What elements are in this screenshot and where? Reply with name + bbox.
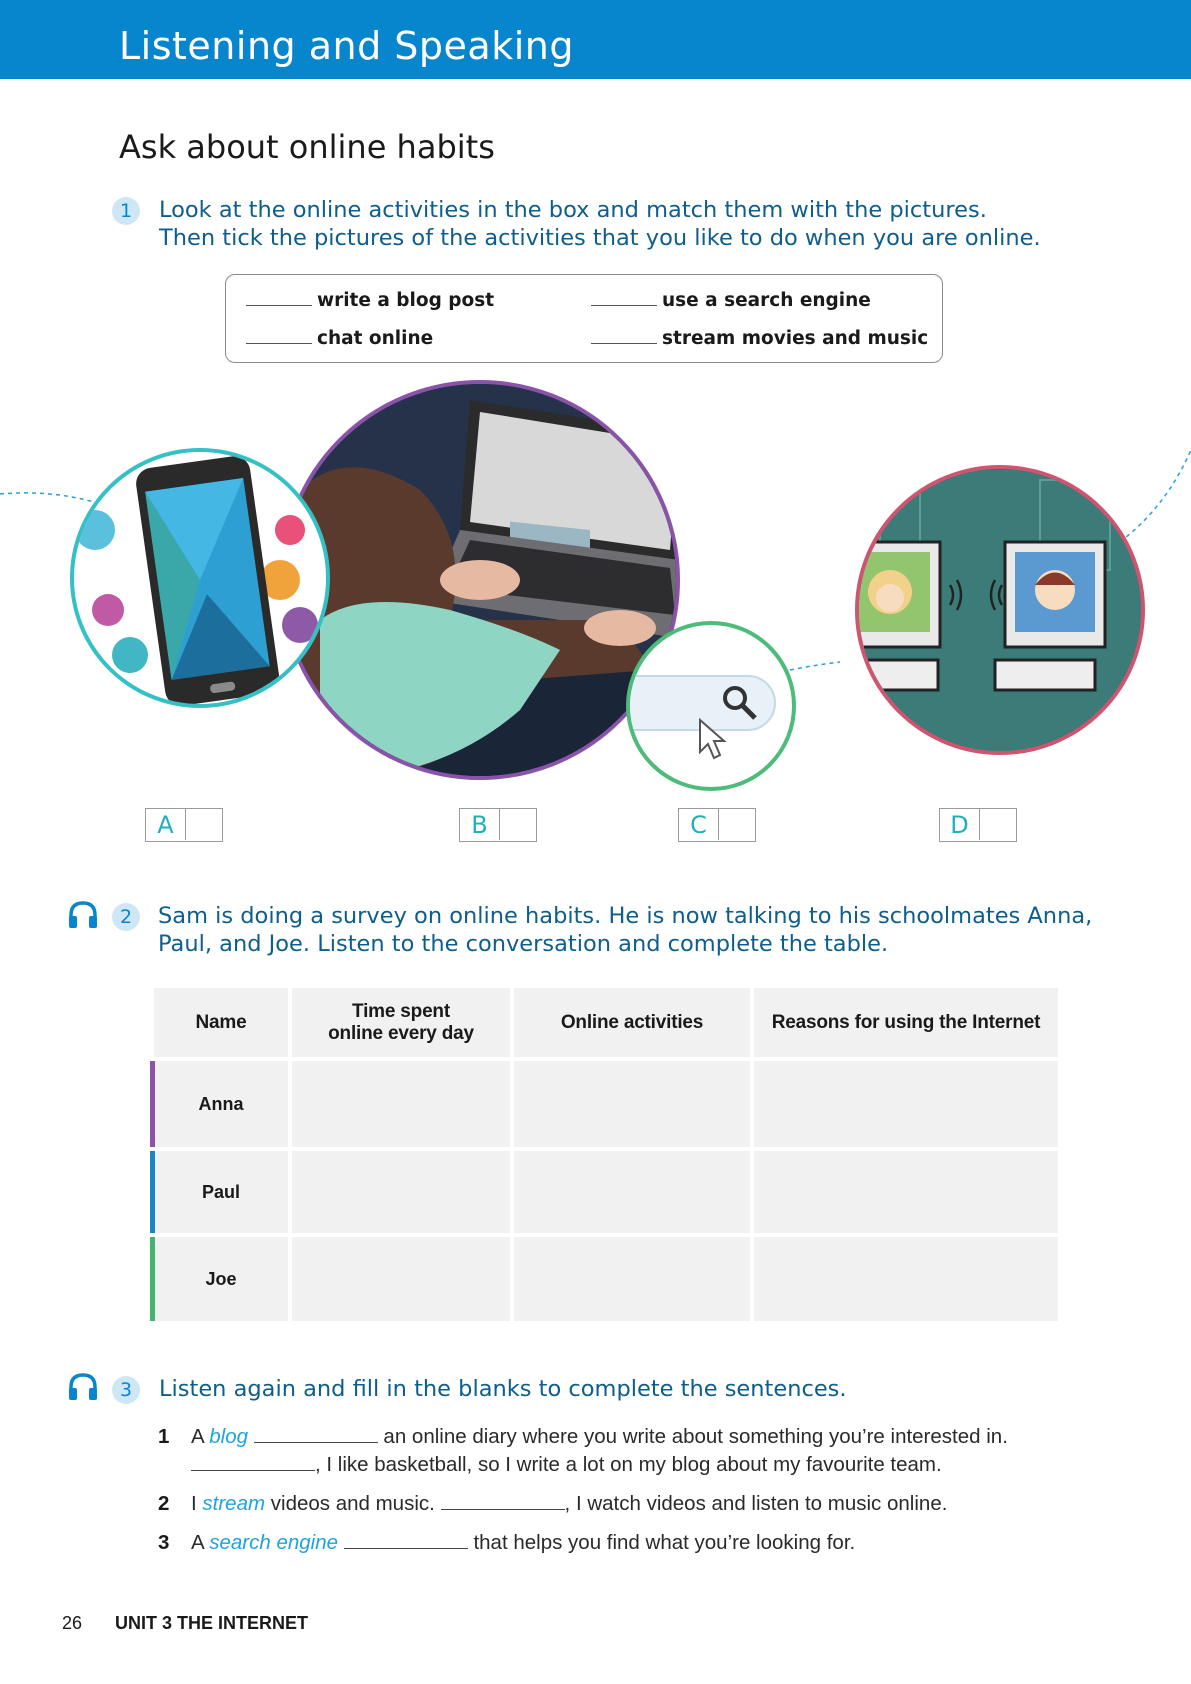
exercise-1-line-1: Look at the online activities in the box and match them with the pictures. — [159, 197, 987, 223]
picture-a-phone — [72, 450, 328, 708]
exercise-3-number: 3 — [112, 1376, 140, 1404]
vocabulary-box — [225, 274, 943, 363]
reasons-cell[interactable] — [754, 1151, 1058, 1233]
row-name-cell — [154, 1061, 288, 1147]
fill-blank[interactable] — [191, 1452, 315, 1471]
activities-cell[interactable] — [514, 1237, 750, 1321]
answer-box-d[interactable] — [939, 808, 1017, 842]
vocab-item: stream movies and music — [591, 328, 928, 349]
sentence-text: A blog an online diary where you write about something you’re interested in. — [191, 1425, 1008, 1448]
picture-d-chat — [840, 467, 1160, 770]
row-name-cell — [154, 1237, 288, 1321]
survey-table — [150, 984, 1062, 1325]
header-activities: Online activities — [514, 988, 750, 1057]
page-title: Listening and Speaking — [119, 24, 574, 68]
row-color-bar — [150, 1237, 155, 1321]
table-row — [154, 1151, 1058, 1233]
fill-blank[interactable] — [441, 1491, 565, 1510]
exercise-3-instruction: Listen again and fill in the blanks to complete the sentences. — [159, 1376, 847, 1402]
time-cell[interactable] — [292, 1237, 510, 1321]
sentence-text: , I like basketball, so I write a lot on my blog about my favourite team. — [191, 1451, 942, 1479]
reasons-cell[interactable] — [754, 1061, 1058, 1147]
header-time — [292, 988, 510, 1057]
fill-blank[interactable] — [254, 1424, 378, 1443]
picture-letter: C — [679, 809, 719, 840]
row-name-cell — [154, 1151, 288, 1233]
answer-box-c[interactable] — [678, 808, 756, 842]
header-reasons: Reasons for using the Internet — [754, 988, 1058, 1057]
answer-blank[interactable] — [591, 290, 657, 306]
keyword: search engine — [209, 1531, 339, 1554]
exercise-1-line-2: Then tick the pictures of the activities that you like to do when you are online. — [159, 225, 1041, 251]
header-time-line-1: Time spent — [352, 1000, 450, 1022]
row-name: Joe — [205, 1268, 237, 1289]
table-header-row — [154, 988, 1058, 1057]
dashed-line — [790, 662, 840, 670]
picture-letter: A — [146, 809, 186, 840]
keyword: stream — [202, 1492, 266, 1515]
table-row — [154, 1237, 1058, 1321]
page-number: 26 — [62, 1613, 83, 1633]
sentence-text: I stream videos and music. , I watch videos and listen to music online. — [191, 1492, 948, 1515]
time-cell[interactable] — [292, 1061, 510, 1147]
row-name: Anna — [198, 1093, 244, 1114]
section-title: Ask about online habits — [119, 128, 495, 166]
keyword: blog — [209, 1425, 249, 1448]
exercise-1-number: 1 — [112, 197, 140, 225]
reasons-cell[interactable] — [754, 1237, 1058, 1321]
picture-letter: D — [940, 809, 980, 840]
headphones-icon[interactable] — [67, 1372, 99, 1402]
sentence-number: 1 — [158, 1425, 170, 1448]
table-row — [154, 1061, 1058, 1147]
answer-blank[interactable] — [246, 328, 312, 344]
time-cell[interactable] — [292, 1151, 510, 1233]
vocab-item: use a search engine — [591, 290, 871, 311]
exercise-2-instruction — [158, 902, 1092, 958]
sentence-number: 2 — [158, 1492, 170, 1515]
activities-cell[interactable] — [514, 1061, 750, 1147]
sentence-text: A search engine that helps you find what you’re looking for. — [191, 1531, 856, 1554]
fill-blank[interactable] — [344, 1530, 468, 1549]
header-name: Name — [154, 988, 288, 1057]
vocab-item: chat online — [246, 328, 433, 349]
row-color-bar — [150, 1151, 155, 1233]
exercise-2-line-1: Sam is doing a survey on online habits. He is now talking to his schoolmates Anna, — [158, 903, 1093, 929]
exercise-1-instruction — [159, 196, 1041, 252]
activity-pictures — [0, 380, 1191, 800]
headphones-icon[interactable] — [67, 900, 99, 930]
unit-title: UNIT 3 THE INTERNET — [115, 1613, 309, 1633]
row-color-bar — [150, 1061, 155, 1147]
activities-cell[interactable] — [514, 1151, 750, 1233]
answer-blank[interactable] — [246, 290, 312, 306]
picture-letter: B — [460, 809, 500, 840]
vocab-item: write a blog post — [246, 290, 494, 311]
exercise-2-line-2: Paul, and Joe. Listen to the conversation and complete the table. — [158, 931, 889, 957]
sentence-number: 3 — [158, 1531, 170, 1554]
answer-box-a[interactable] — [145, 808, 223, 842]
answer-blank[interactable] — [591, 328, 657, 344]
exercise-2-number: 2 — [112, 903, 140, 931]
answer-box-b[interactable] — [459, 808, 537, 842]
header-time-line-2: online every day — [328, 1022, 474, 1044]
row-name: Paul — [201, 1181, 240, 1202]
